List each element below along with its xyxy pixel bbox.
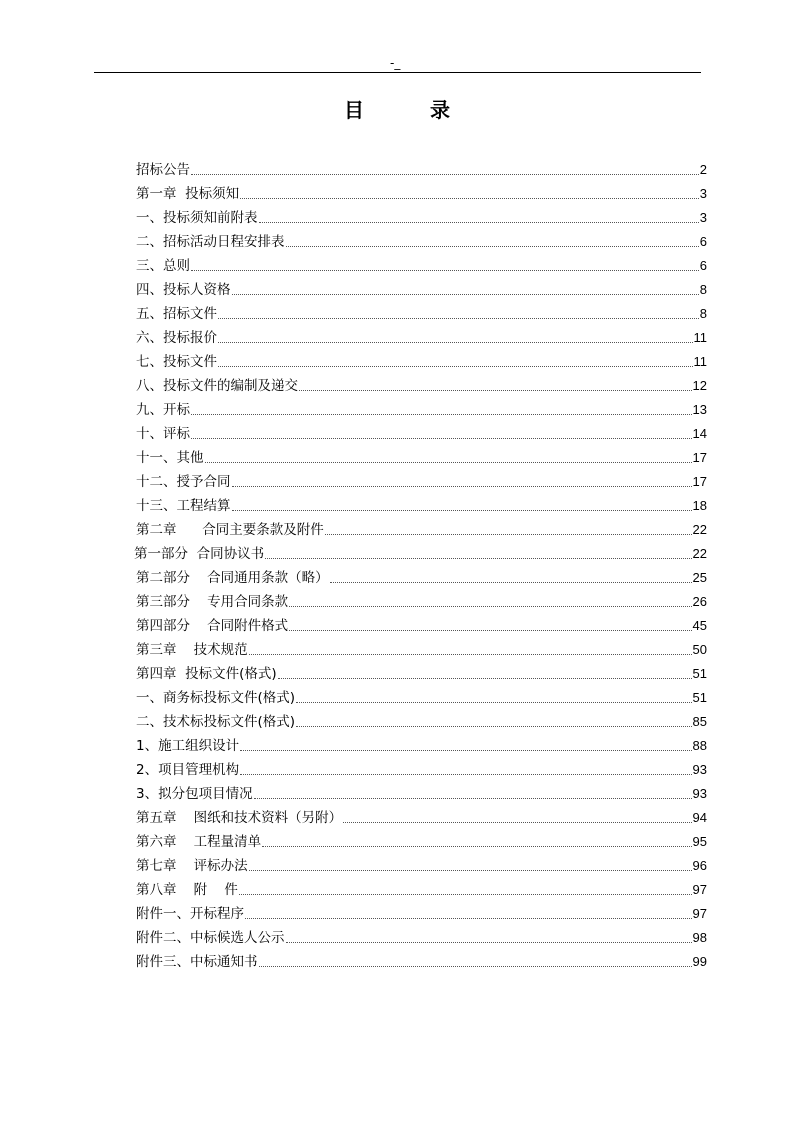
toc-entry[interactable]	[136, 755, 707, 779]
toc-leader-dots	[296, 726, 691, 727]
toc-leader-dots	[330, 582, 692, 583]
toc-entry-page: 22	[692, 546, 707, 561]
toc-entry[interactable]	[136, 227, 707, 251]
toc-entry-page: 8	[699, 306, 707, 321]
toc-entry-label: 三、总则	[136, 258, 190, 274]
toc-entry-page: 94	[692, 810, 707, 825]
toc-leader-dots	[254, 798, 692, 799]
toc-entry[interactable]	[136, 395, 707, 419]
toc-entry-label: 五、招标文件	[136, 306, 217, 322]
toc-entry-label: 第三部分 专用合同条款	[136, 594, 289, 610]
toc-entry-label: 第二章 合同主要条款及附件	[136, 522, 324, 538]
toc-entry[interactable]	[136, 491, 707, 515]
toc-entry-page: 26	[692, 594, 707, 609]
toc-entry[interactable]	[136, 947, 707, 971]
toc-entry-page: 3	[699, 210, 707, 225]
toc-entry-page: 17	[692, 450, 707, 465]
toc-entry-label: 十二、授予合同	[136, 474, 231, 490]
toc-leader-dots	[289, 606, 691, 607]
toc-entry[interactable]	[136, 179, 707, 203]
toc-entry-page: 17	[692, 474, 707, 489]
toc-entry[interactable]	[136, 299, 707, 323]
toc-entry[interactable]	[136, 275, 707, 299]
title-char-2: 录	[430, 98, 450, 122]
toc-entry[interactable]	[136, 347, 707, 371]
toc-entry-label: 第二部分 合同通用条款（略）	[136, 570, 329, 586]
toc-entry-label: 第一部分 合同协议书	[134, 546, 265, 562]
toc-leader-dots	[289, 630, 691, 631]
header-rule	[94, 72, 701, 73]
toc-entry-label: 第七章 评标办法	[136, 858, 248, 874]
toc-entry[interactable]	[136, 467, 707, 491]
toc-entry-label: 1、施工组织设计	[136, 738, 240, 754]
page-header-mark: -_	[390, 56, 401, 70]
toc-leader-dots	[218, 342, 693, 343]
toc-entry-page: 50	[692, 642, 707, 657]
toc-entry-page: 14	[692, 426, 707, 441]
toc-entry-label: 2、项目管理机构	[136, 762, 240, 778]
toc-leader-dots	[218, 318, 699, 319]
toc-entry[interactable]	[136, 203, 707, 227]
toc-leader-dots	[191, 438, 692, 439]
toc-entry[interactable]	[136, 779, 707, 803]
toc-entry[interactable]	[136, 371, 707, 395]
toc-entry[interactable]	[136, 251, 707, 275]
toc-entry-label: 四、投标人资格	[136, 282, 231, 298]
toc-entry-page: 51	[692, 666, 707, 681]
toc-entry-page: 25	[692, 570, 707, 585]
toc-entry-label: 七、投标文件	[136, 354, 217, 370]
toc-entry-label: 十三、工程结算	[136, 498, 231, 514]
toc-leader-dots	[239, 894, 692, 895]
toc-entry-label: 九、开标	[136, 402, 190, 418]
toc-entry-page: 97	[692, 882, 707, 897]
toc-entry-page: 93	[692, 762, 707, 777]
toc-entry[interactable]	[136, 323, 707, 347]
toc-leader-dots	[191, 414, 692, 415]
toc-leader-dots	[259, 222, 699, 223]
toc-entry-label: 第三章 技术规范	[136, 642, 248, 658]
toc-entry-label: 二、技术标投标文件(格式)	[136, 714, 296, 730]
toc-entry[interactable]	[136, 155, 707, 179]
toc-leader-dots	[296, 702, 691, 703]
toc-leader-dots	[249, 654, 692, 655]
toc-leader-dots	[262, 846, 691, 847]
toc-leader-dots	[232, 294, 699, 295]
toc-leader-dots	[218, 366, 693, 367]
toc-entry-page: 11	[693, 330, 707, 345]
toc-entry-label: 八、投标文件的编制及递交	[136, 378, 298, 394]
toc-leader-dots	[232, 486, 692, 487]
toc-leader-dots	[286, 246, 699, 247]
toc-entry-page: 98	[692, 930, 707, 945]
toc-leader-dots	[286, 942, 692, 943]
toc-leader-dots	[265, 558, 691, 559]
toc-entry-label: 六、投标报价	[136, 330, 217, 346]
toc-entry-page: 6	[699, 258, 707, 273]
toc-entry-label: 第四部分 合同附件格式	[136, 618, 289, 634]
toc-entry-page: 96	[692, 858, 707, 873]
toc-entry-label: 一、商务标投标文件(格式)	[136, 690, 296, 706]
toc-entry-label: 一、投标须知前附表	[136, 210, 258, 226]
toc-entry[interactable]	[134, 539, 707, 563]
toc-entry-page: 88	[692, 738, 707, 753]
toc-entry-page: 85	[692, 714, 707, 729]
toc-entry-label: 附件二、中标候选人公示	[136, 930, 285, 946]
toc-entry[interactable]	[136, 875, 707, 899]
toc-entry[interactable]	[136, 923, 707, 947]
toc-entry-label: 第一章 投标须知	[136, 186, 240, 202]
toc-leader-dots	[249, 870, 692, 871]
toc-entry[interactable]	[136, 899, 707, 923]
toc-leader-dots	[259, 966, 692, 967]
toc-entry[interactable]	[136, 659, 707, 683]
toc-entry-label: 第五章 图纸和技术资料（另附）	[136, 810, 343, 826]
toc-entry-page: 12	[692, 378, 707, 393]
toc-leader-dots	[240, 198, 699, 199]
toc-entry[interactable]	[136, 563, 707, 587]
toc-entry-page: 18	[692, 498, 707, 513]
toc-entry[interactable]	[136, 635, 707, 659]
toc-entry[interactable]	[136, 515, 707, 539]
toc-leader-dots	[205, 462, 692, 463]
toc-entry-page: 97	[692, 906, 707, 921]
toc-entry[interactable]	[136, 611, 707, 635]
toc-entry[interactable]	[136, 683, 707, 707]
toc-entry-page: 3	[699, 186, 707, 201]
toc-entry-page: 13	[692, 402, 707, 417]
toc-entry-label: 招标公告	[136, 162, 190, 178]
toc-entry[interactable]	[136, 731, 707, 755]
toc-entry-page: 6	[699, 234, 707, 249]
toc-entry[interactable]	[136, 587, 707, 611]
table-of-contents	[136, 155, 707, 971]
toc-leader-dots	[191, 174, 699, 175]
toc-leader-dots	[299, 390, 692, 391]
toc-entry-page: 51	[692, 690, 707, 705]
toc-leader-dots	[278, 678, 692, 679]
toc-leader-dots	[191, 270, 699, 271]
title-char-1: 目	[344, 98, 364, 122]
toc-entry-label: 第六章 工程量清单	[136, 834, 262, 850]
toc-entry-label: 十一、其他	[136, 450, 204, 466]
toc-entry[interactable]	[136, 827, 707, 851]
toc-entry-page: 8	[699, 282, 707, 297]
toc-entry[interactable]	[136, 419, 707, 443]
toc-entry-label: 附件三、中标通知书	[136, 954, 258, 970]
toc-entry-page: 22	[692, 522, 707, 537]
toc-entry-label: 3、拟分包项目情况	[136, 786, 253, 802]
toc-entry[interactable]	[136, 443, 707, 467]
toc-entry-label: 第八章 附 件	[136, 882, 238, 898]
toc-entry-page: 45	[692, 618, 707, 633]
toc-leader-dots	[245, 918, 692, 919]
toc-entry[interactable]	[136, 851, 707, 875]
toc-entry-page: 11	[693, 354, 707, 369]
toc-entry-label: 十、评标	[136, 426, 190, 442]
toc-entry[interactable]	[136, 707, 707, 731]
toc-entry-page: 93	[692, 786, 707, 801]
toc-entry-label: 二、招标活动日程安排表	[136, 234, 285, 250]
toc-entry-label: 附件一、开标程序	[136, 906, 244, 922]
toc-entry[interactable]	[136, 803, 707, 827]
toc-leader-dots	[232, 510, 692, 511]
toc-entry-page: 95	[692, 834, 707, 849]
toc-entry-page: 99	[692, 954, 707, 969]
toc-leader-dots	[325, 534, 692, 535]
toc-entry-label: 第四章 投标文件(格式)	[136, 666, 277, 682]
toc-leader-dots	[240, 774, 691, 775]
toc-leader-dots	[343, 822, 691, 823]
toc-entry-page: 2	[699, 162, 707, 177]
toc-leader-dots	[240, 750, 691, 751]
